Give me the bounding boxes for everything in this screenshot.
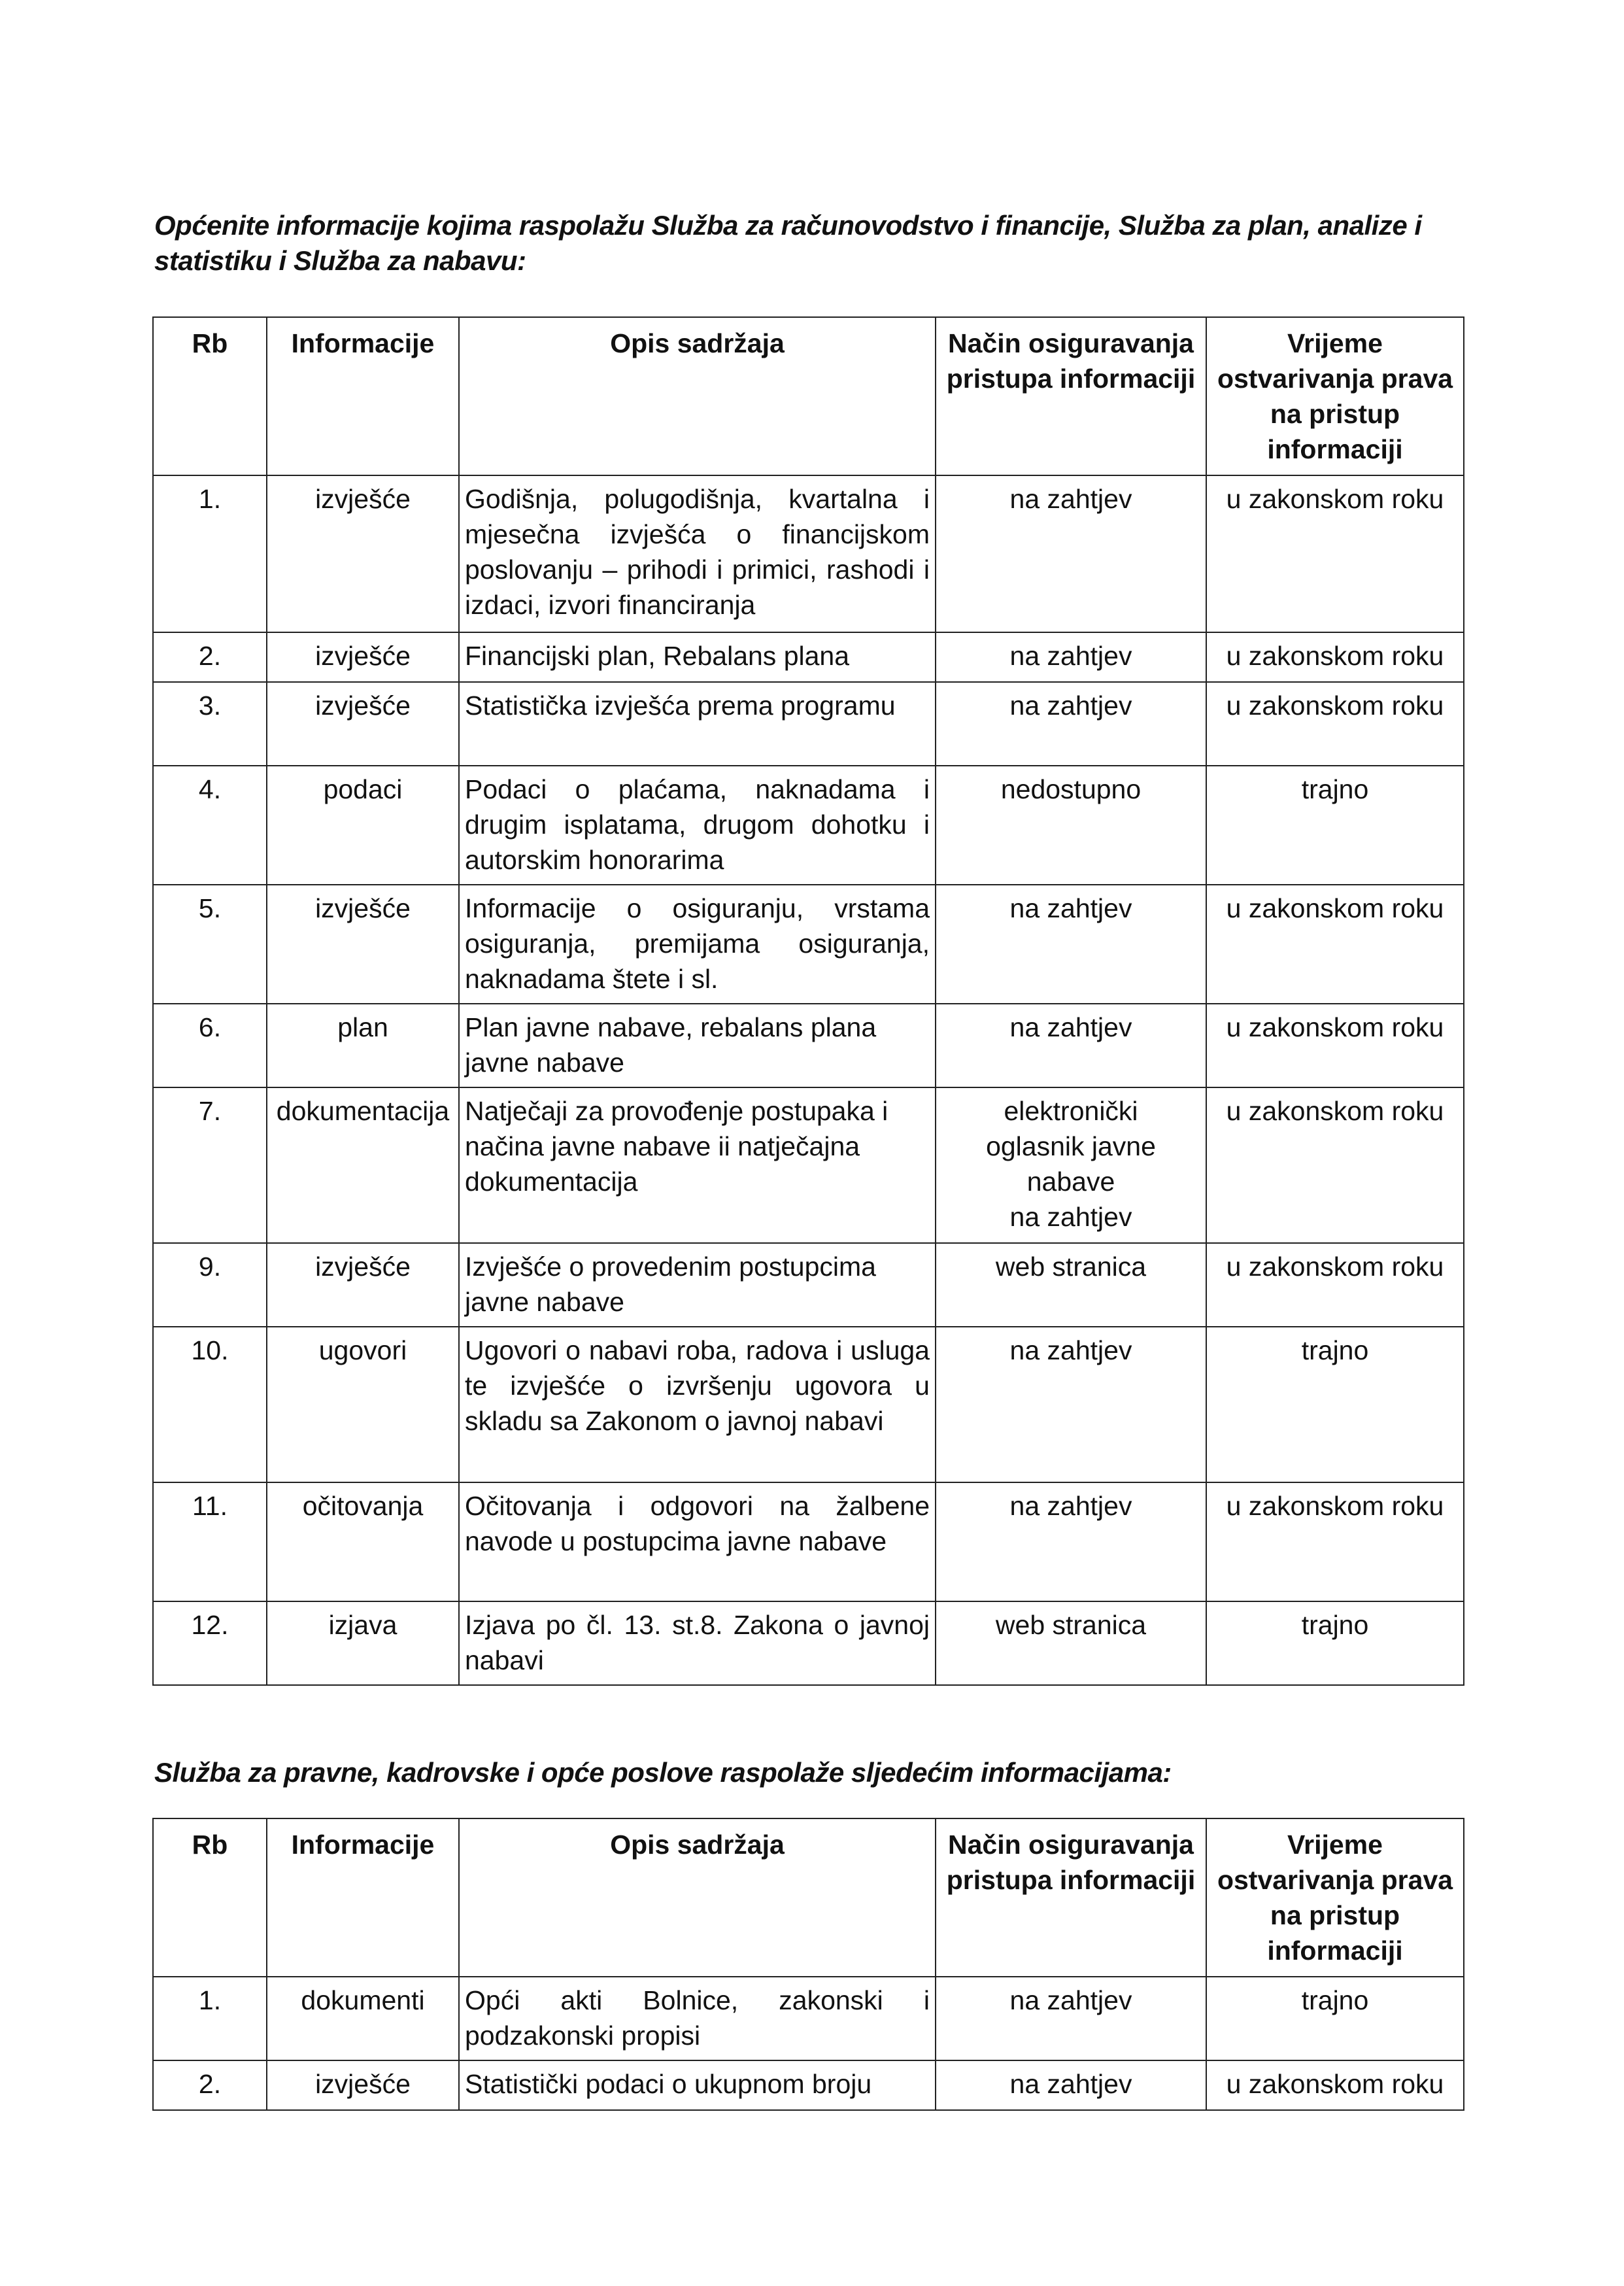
nacin-line: na zahtjev bbox=[1009, 1202, 1132, 1232]
cell-informacije: očitovanja bbox=[267, 1482, 459, 1601]
cell-nacin: na zahtjev bbox=[936, 1004, 1206, 1087]
cell-nacin: web stranica bbox=[936, 1243, 1206, 1327]
cell-vrijeme: u zakonskom roku bbox=[1206, 1243, 1464, 1327]
cell-rb: 1. bbox=[153, 475, 267, 632]
cell-rb: 4. bbox=[153, 766, 267, 885]
cell-rb: 3. bbox=[153, 682, 267, 766]
table-row bbox=[153, 632, 1464, 682]
cell-informacije: izvješće bbox=[267, 885, 459, 1004]
column-header-vrijeme: Vrijeme ostvarivanja prava na pristup informaciji bbox=[1206, 1818, 1464, 1977]
cell-informacije: izvješće bbox=[267, 632, 459, 682]
cell-vrijeme: trajno bbox=[1206, 766, 1464, 885]
table-row bbox=[153, 885, 1464, 1004]
cell-opis: Izjava po čl. 13. st.8. Zakona o javnoj nabavi bbox=[459, 1601, 936, 1685]
table-header-row bbox=[153, 317, 1464, 475]
column-header-rb: Rb bbox=[153, 1818, 267, 1977]
cell-vrijeme: u zakonskom roku bbox=[1206, 2060, 1464, 2110]
cell-opis: Statistički podaci o ukupnom broju bbox=[459, 2060, 936, 2110]
cell-vrijeme: trajno bbox=[1206, 1601, 1464, 1685]
cell-opis: Natječaji za provođenje postupaka i načina javne nabave ii natječajna dokumentacija bbox=[459, 1087, 936, 1243]
column-header-opis: Opis sadržaja bbox=[459, 1818, 936, 1977]
cell-opis: Financijski plan, Rebalans plana bbox=[459, 632, 936, 682]
cell-opis: Informacije o osiguranju, vrstama osiguranja, premijama osiguranja, naknadama štete i sl. bbox=[459, 885, 936, 1004]
cell-nacin: na zahtjev bbox=[936, 632, 1206, 682]
table-row bbox=[153, 2060, 1464, 2110]
nacin-line: nabave bbox=[1026, 1167, 1115, 1197]
cell-informacije: izvješće bbox=[267, 1243, 459, 1327]
column-header-informacije: Informacije bbox=[267, 317, 459, 475]
cell-vrijeme: u zakonskom roku bbox=[1206, 682, 1464, 766]
cell-informacije: izvješće bbox=[267, 2060, 459, 2110]
column-header-nacin: Način osiguravanja pristupa informaciji bbox=[936, 1818, 1206, 1977]
cell-nacin: na zahtjev bbox=[936, 475, 1206, 632]
cell-rb: 9. bbox=[153, 1243, 267, 1327]
section1-table bbox=[152, 316, 1464, 1686]
cell-rb: 7. bbox=[153, 1087, 267, 1243]
column-header-nacin: Način osiguravanja pristupa informaciji bbox=[936, 317, 1206, 475]
column-header-rb: Rb bbox=[153, 317, 267, 475]
cell-nacin bbox=[936, 1087, 1206, 1243]
cell-opis: Ugovori o nabavi roba, radova i usluga te izvješće o izvršenju ugovora u skladu sa Zakonom o javnoj nabavi bbox=[459, 1327, 936, 1482]
cell-opis: Plan javne nabave, rebalans plana javne nabave bbox=[459, 1004, 936, 1087]
nacin-line: oglasnik javne bbox=[986, 1131, 1156, 1161]
cell-rb: 2. bbox=[153, 2060, 267, 2110]
table-row bbox=[153, 682, 1464, 766]
table-row bbox=[153, 766, 1464, 885]
cell-nacin: na zahtjev bbox=[936, 1327, 1206, 1482]
cell-vrijeme: trajno bbox=[1206, 1327, 1464, 1482]
cell-opis: Očitovanja i odgovori na žalbene navode u postupcima javne nabave bbox=[459, 1482, 936, 1601]
table-row bbox=[153, 1601, 1464, 1685]
cell-vrijeme: trajno bbox=[1206, 1977, 1464, 2060]
cell-nacin: web stranica bbox=[936, 1601, 1206, 1685]
cell-informacije: podaci bbox=[267, 766, 459, 885]
table-row bbox=[153, 1004, 1464, 1087]
section2-heading: Služba za pravne, kadrovske i opće poslove raspolaže sljedećim informacijama: bbox=[154, 1757, 1172, 1788]
cell-vrijeme: u zakonskom roku bbox=[1206, 632, 1464, 682]
column-header-vrijeme: Vrijeme ostvarivanja prava na pristup informaciji bbox=[1206, 317, 1464, 475]
cell-opis: Statistička izvješća prema programu bbox=[459, 682, 936, 766]
cell-rb: 5. bbox=[153, 885, 267, 1004]
cell-informacije: dokumenti bbox=[267, 1977, 459, 2060]
cell-rb: 12. bbox=[153, 1601, 267, 1685]
cell-rb: 6. bbox=[153, 1004, 267, 1087]
cell-opis: Izvješće o provedenim postupcima javne nabave bbox=[459, 1243, 936, 1327]
table-row bbox=[153, 1087, 1464, 1243]
cell-rb: 10. bbox=[153, 1327, 267, 1482]
cell-informacije: izvješće bbox=[267, 475, 459, 632]
cell-nacin: na zahtjev bbox=[936, 1977, 1206, 2060]
column-header-informacije: Informacije bbox=[267, 1818, 459, 1977]
table-row bbox=[153, 1977, 1464, 2060]
table-row bbox=[153, 475, 1464, 632]
table-row bbox=[153, 1482, 1464, 1601]
section1-heading: Općenite informacije kojima raspolažu Služba za računovodstvo i financije, Služba za plan, analize i statistiku i Služba za nabavu: bbox=[154, 210, 1422, 276]
cell-informacije: ugovori bbox=[267, 1327, 459, 1482]
section2-table bbox=[152, 1818, 1464, 2111]
cell-vrijeme: u zakonskom roku bbox=[1206, 475, 1464, 632]
cell-vrijeme: u zakonskom roku bbox=[1206, 1482, 1464, 1601]
cell-rb: 11. bbox=[153, 1482, 267, 1601]
cell-nacin: na zahtjev bbox=[936, 682, 1206, 766]
cell-vrijeme: u zakonskom roku bbox=[1206, 1004, 1464, 1087]
cell-rb: 2. bbox=[153, 632, 267, 682]
cell-informacije: izvješće bbox=[267, 682, 459, 766]
cell-vrijeme: u zakonskom roku bbox=[1206, 1087, 1464, 1243]
column-header-opis: Opis sadržaja bbox=[459, 317, 936, 475]
cell-nacin: na zahtjev bbox=[936, 2060, 1206, 2110]
table-header-row bbox=[153, 1818, 1464, 1977]
nacin-line: elektronički bbox=[1004, 1096, 1138, 1126]
cell-vrijeme: u zakonskom roku bbox=[1206, 885, 1464, 1004]
cell-opis: Podaci o plaćama, naknadama i drugim isplatama, drugom dohotku i autorskim honorarima bbox=[459, 766, 936, 885]
table-row bbox=[153, 1243, 1464, 1327]
cell-opis: Godišnja, polugodišnja, kvartalna i mjesečna izvješća o financijskom poslovanju – prihodi i primici, rashodi i izdaci, izvori financiranja bbox=[459, 475, 936, 632]
cell-rb: 1. bbox=[153, 1977, 267, 2060]
cell-nacin: na zahtjev bbox=[936, 885, 1206, 1004]
cell-informacije: izjava bbox=[267, 1601, 459, 1685]
cell-nacin: nedostupno bbox=[936, 766, 1206, 885]
cell-opis: Opći akti Bolnice, zakonski i podzakonski propisi bbox=[459, 1977, 936, 2060]
cell-informacije: dokumentacija bbox=[267, 1087, 459, 1243]
table-row bbox=[153, 1327, 1464, 1482]
cell-informacije: plan bbox=[267, 1004, 459, 1087]
cell-nacin: na zahtjev bbox=[936, 1482, 1206, 1601]
